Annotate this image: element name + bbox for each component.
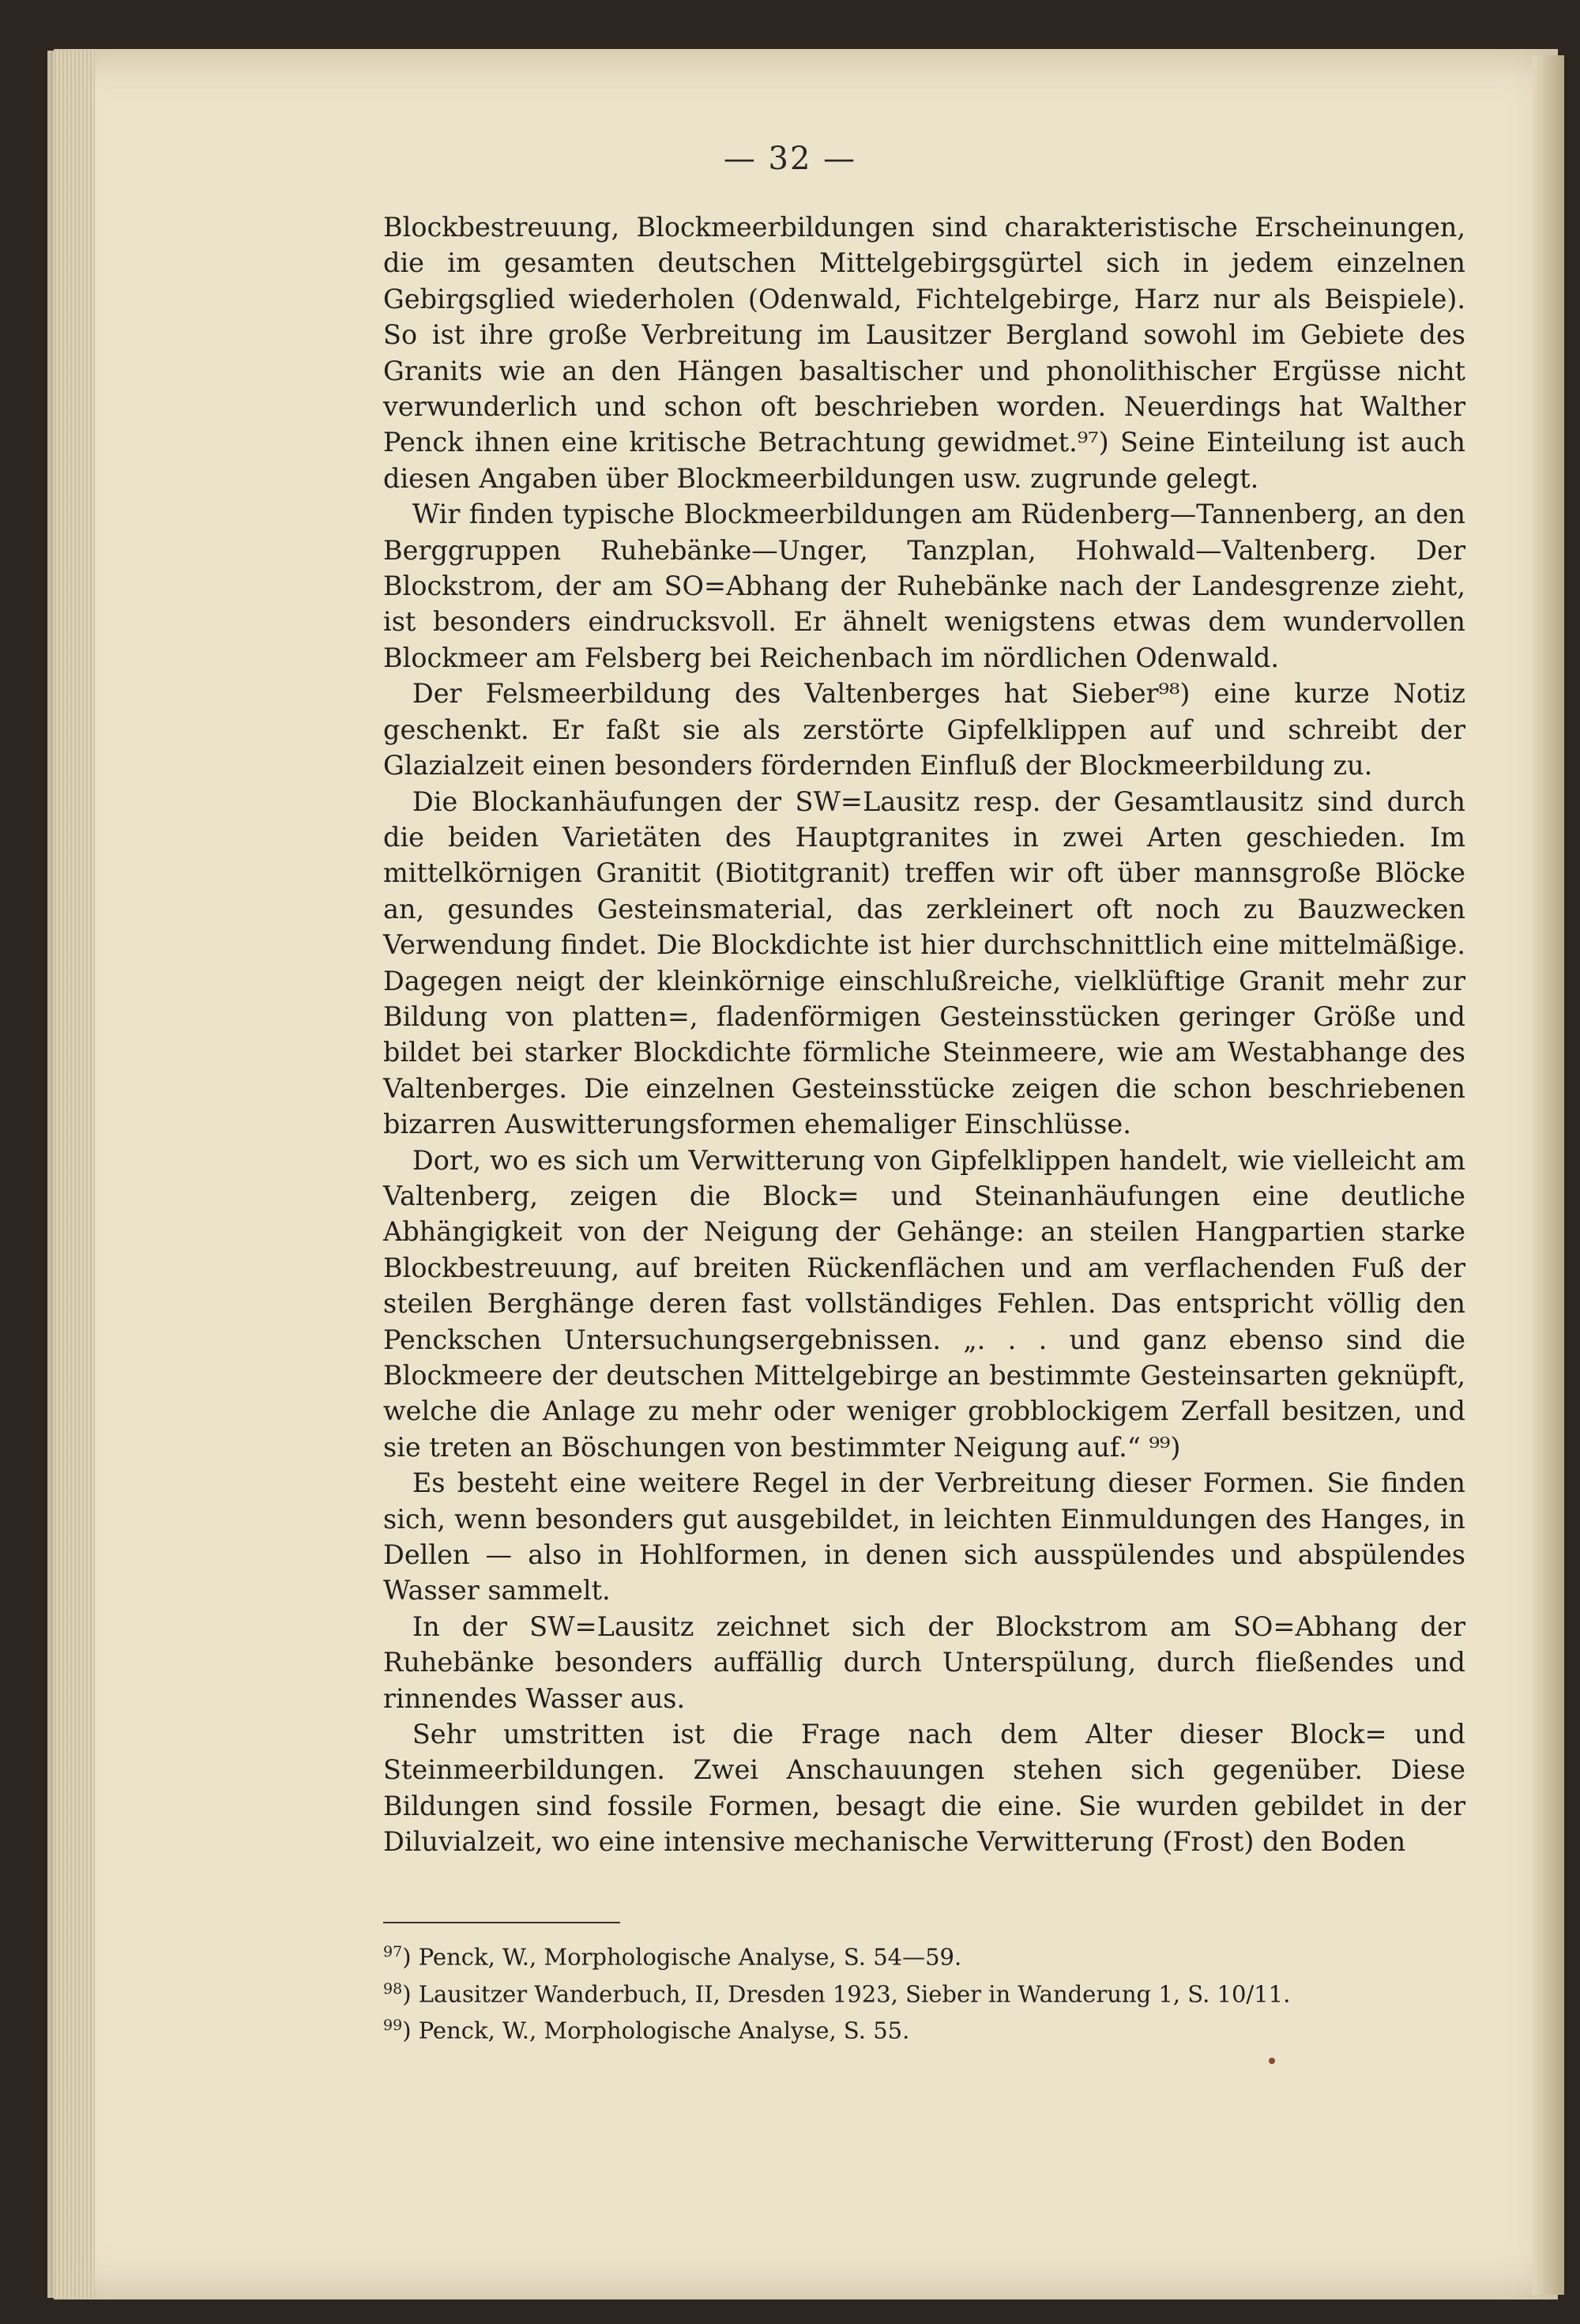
page-edge-right [1533, 55, 1564, 2295]
footnote-text: ) Lausitzer Wanderbuch, II, Dresden 1923, Sieber in Wanderung 1, S. 10/11. [402, 1980, 1291, 2008]
paragraph: Blockbestreuung, Blockmeerbildungen sind charakteristische Erscheinungen, die im gesamten deutschen Mittelgebirgsgürtel sich in jedem einzelnen Gebirgsglied wiederholen (Odenwald, Fichtelgebirge, Harz nur als Beispiele). So ist ihre große Verbreitung im Lausitzer Bergland sowohl im Gebiete des Granits wie an den Hängen basaltischer und phonolithischer Ergüsse nicht verwunderlich und schon oft beschrieben worden. Neuerdings hat Walther Penck ihnen eine kritische Betrachtung gewidmet.⁹⁷) Seine Einteilung ist auch diesen Angaben über Blockmeerbildungen usw. zugrunde gelegt. [383, 212, 1465, 494]
footnotes [383, 1936, 1465, 2047]
footnote-text: ) Penck, W., Morphologische Analyse, S. 55. [402, 2017, 910, 2044]
page-stack-edge-left [47, 51, 95, 2298]
paragraph: Es besteht eine weitere Regel in der Verbreitung dieser Formen. Sie finden sich, wenn besonders gut ausgebildet, in leichten Einmuldungen des Hanges, in Dellen — also in Hohlformen, in denen sich ausspülendes und abspülendes Wasser sammelt. [383, 1467, 1465, 1606]
footnote-mark: 99 [383, 2017, 403, 2035]
paragraph: Dort, wo es sich um Verwitterung von Gipfelklippen handelt, wie vielleicht am Valtenberg, zeigen die Block= und Steinanhäufungen eine deutliche Abhängigkeit von der Neigung der Gehänge: an steilen Hangpartien starke Blockbestreuung, auf breiten Rückenflächen und am verflachenden Fuß der steilen Berghänge deren fast vollständiges Fehlen. Das entspricht völlig den Penckschen Untersuchungsergebnissen. „. . . und ganz ebenso sind die Blockmeere der deutschen Mittelgebirge an bestimmte Gesteinsarten geknüpft, welche die Anlage zu mehr oder weniger grobblockigem Zerfall besitzen, und sie treten an Böschungen von bestimmter Neigung auf.“ ⁹⁹) [383, 1144, 1465, 1463]
footnote-mark: 98 [383, 1979, 403, 1998]
footnote [383, 1973, 1465, 2010]
paragraph: Die Blockanhäufungen der SW=Lausitz resp. der Gesamtlausitz sind durch die beiden Varietäten des Hauptgranites in zwei Arten geschieden. Im mittelkörnigen Granitit (Biotitgranit) treffen wir oft über mannsgroße Blöcke an, gesundes Gesteinsmaterial, das zerkleinert oft noch zu Bauzwecken Verwendung findet. Die Blockdichte ist hier durchschnittlich eine mittelmäßige. Dagegen neigt der kleinkörnige einschlußreiche, vielklüftige Granit mehr zur Bildung von platten=, fladenförmigen Gesteinsstücken geringer Größe und bildet bei starker Blockdichte förmliche Steinmeere, wie am Westabhange des Valtenberges. Die einzelnen Gesteinsstücke zeigen die schon beschriebenen bizarren Auswitterungsformen ehemaliger Einschlüsse. [383, 785, 1465, 1140]
paragraph: Sehr umstritten ist die Frage nach dem Alter dieser Block= und Steinmeerbildungen. Zwei Anschauungen stehen sich gegenüber. Diese Bildungen sind fossile Formen, besagt die eine. Sie wurden gebildet in der Diluvialzeit, wo eine intensive mechanische Verwitterung (Frost) den Boden [383, 1719, 1465, 1858]
footnote-divider [383, 1922, 620, 1923]
paragraph: In der SW=Lausitz zeichnet sich der Blockstrom am SO=Abhang der Ruhebänke besonders auffällig durch Unterspülung, durch fließendes und rinnendes Wasser aus. [383, 1610, 1465, 1714]
paragraph: Der Felsmeerbildung des Valtenberges hat Sieber⁹⁸) eine kurze Notiz geschenkt. Er faßt sie als zerstörte Gipfelklippen auf und schreibt der Glazialzeit einen besonders fördernden Einfluß der Blockmeerbildung zu. [383, 678, 1465, 782]
footnote [383, 1936, 1465, 1973]
footnote-text: ) Penck, W., Morphologische Analyse, S. 54—59. [402, 1943, 962, 1971]
footnote-mark: 97 [383, 1943, 403, 1961]
body-text [383, 209, 1465, 1860]
paragraph: Wir finden typische Blockmeerbildungen am Rüdenberg—Tannenberg, an den Berggruppen Ruhebänke—Unger, Tanzplan, Hohwald—Valtenberg. Der Blockstrom, der am SO=Abhang der Ruhebänke nach der Landesgrenze zieht, ist besonders eindrucksvoll. Er ähnelt wenigstens etwas dem wundervollen Blockmeer am Felsberg bei Reichenbach im nördlichen Odenwald. [383, 499, 1465, 673]
footnote [383, 2009, 1465, 2047]
paper-speck [1269, 2058, 1275, 2064]
page-number: — 32 — [723, 141, 857, 177]
